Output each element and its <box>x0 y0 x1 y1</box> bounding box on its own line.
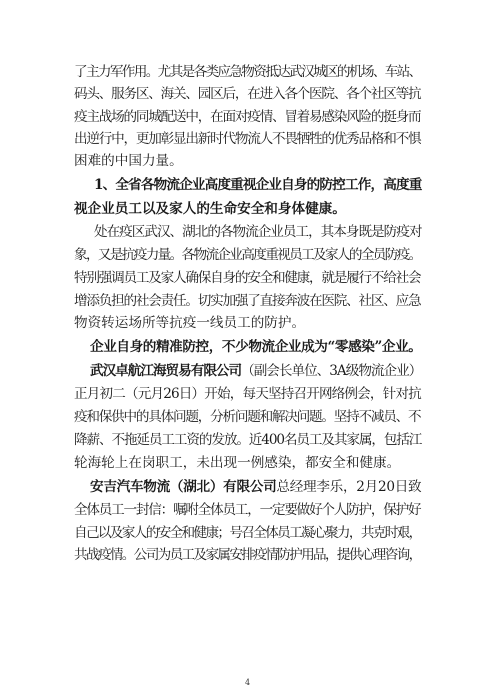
text-line <box>74 61 421 83</box>
text-line <box>74 429 421 451</box>
bold-text-run: 武汉卓航江海贸易有限公司 <box>90 363 242 379</box>
text-run: 困难的中国力量。 <box>74 153 183 169</box>
text-line <box>94 221 421 243</box>
text-run: 总经理李乐，2月20日致 <box>276 479 422 495</box>
text-line <box>74 244 421 266</box>
text-line <box>74 267 420 289</box>
text-run: 处在疫区武汉、湖北的各物流企业员工，其本身既是防疫对 <box>94 224 422 240</box>
text-line <box>74 290 420 312</box>
text-line <box>74 406 420 428</box>
text-line <box>74 198 346 220</box>
text-line <box>74 312 305 334</box>
text-line <box>74 383 421 405</box>
text-line <box>90 360 421 382</box>
text-run: 物资转运场所等抗疫一线员工的防护。 <box>74 315 306 331</box>
text-run: 降薪、不拖延员工工资的发放。近400名员工及其家属，包括江 <box>74 432 422 448</box>
text-run: 正月初二（元月26日）开始，每天坚持召开网络例会，针对抗 <box>74 386 421 402</box>
text-line <box>74 544 421 566</box>
bold-text-run: 安吉汽车物流（湖北）有限公司 <box>90 479 277 495</box>
text-line <box>74 452 400 474</box>
text-run: 疫主战场的同城配送中，在面对疫情、冒着易感染风险的挺身而 <box>74 109 421 125</box>
text-run: 全体员工一封信：嘱咐全体员工，一定要做好个人防护，保护好 <box>74 502 421 518</box>
text-run: 增添负担的社会责任。切实加强了直接奔波在医院、社区、应急 <box>74 293 421 309</box>
text-run: 共战疫情。公司为员工及家属安排疫情防护用品，提供心理咨询， <box>74 547 421 563</box>
text-run: （副会长单位、3A级物流企业） <box>241 363 422 379</box>
text-run: 出逆行中，更加彰显出新时代物流人不畏牺牲的优秀品格和不惧 <box>74 131 421 147</box>
bold-text-run: 企业自身的精准防控，不少物流企业成为“零感染”企业。 <box>90 339 422 355</box>
text-run: 自己以及家人的安全和健康；号召全体员工凝心聚力，共克时艰， <box>74 525 421 541</box>
text-line <box>74 499 420 521</box>
text-line <box>74 128 420 150</box>
page-number: 4 <box>244 678 251 687</box>
text-line <box>74 106 420 128</box>
text-run: 码头、服务区、海关、园区后，在进入各个医院、各个社区等抗 <box>74 86 421 102</box>
text-run: 特别强调员工及家人确保自身的安全和健康，就是履行不给社会 <box>74 270 421 286</box>
text-line <box>74 83 420 105</box>
text-run: 象，又是抗疫力量。各物流企业高度重视员工及家人的全员防疫。 <box>74 247 421 263</box>
bold-text-run: 1、全省各物流企业高度重视企业自身的防控工作，高度重 <box>94 177 422 193</box>
text-line <box>90 476 421 498</box>
text-run: 了主力军作用。尤其是各类应急物资抵达武汉城区的机场、车站、 <box>74 64 421 80</box>
text-run: 轮海轮上在岗职工，未出现一例感染，都安全和健康。 <box>74 455 401 471</box>
bold-text-run: 视企业员工以及家人的生命安全和身体健康。 <box>74 201 346 217</box>
text-line <box>90 336 422 358</box>
text-line <box>94 174 421 196</box>
text-line <box>74 150 183 172</box>
text-line <box>74 522 421 544</box>
text-run: 疫和保供中的具体问题，分析问题和解决问题。坚持不减员、不 <box>74 409 421 425</box>
